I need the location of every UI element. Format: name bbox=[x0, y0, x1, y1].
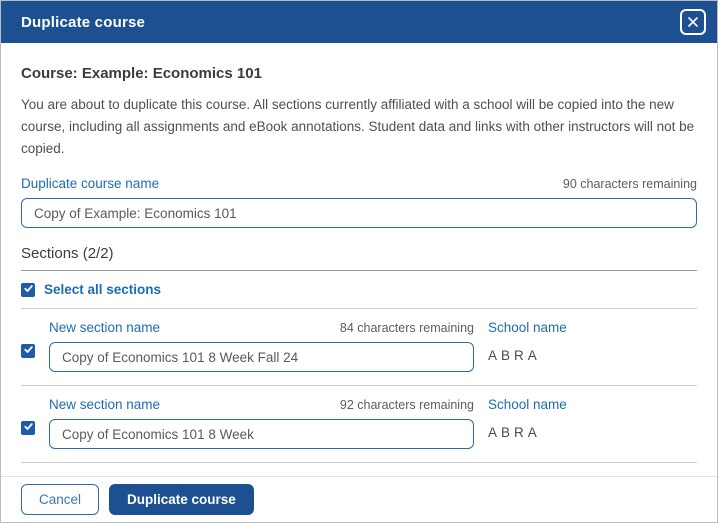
course-name-chars-remaining: 90 characters remaining bbox=[562, 177, 697, 191]
section-row bbox=[21, 386, 697, 462]
modal-footer bbox=[1, 476, 717, 522]
section-2-name-input[interactable] bbox=[49, 419, 474, 449]
section-1-checkbox[interactable] bbox=[21, 344, 35, 358]
section-2-school bbox=[474, 397, 697, 449]
checkbox-check-icon bbox=[23, 281, 34, 299]
section-1-school bbox=[474, 320, 697, 372]
sections-heading: Sections (2/2) bbox=[21, 245, 114, 262]
school-name-value: ABRA bbox=[488, 348, 541, 363]
row-divider bbox=[21, 462, 697, 463]
section-1-name-input[interactable] bbox=[49, 342, 474, 372]
section-name-label: New section name bbox=[49, 397, 161, 412]
section-1-chars-remaining: 84 characters remaining bbox=[339, 321, 474, 335]
section-1-field-header bbox=[49, 320, 474, 335]
section-row bbox=[21, 309, 697, 385]
section-name-label: New section name bbox=[49, 320, 161, 335]
section-2-main bbox=[49, 397, 474, 449]
school-name-label: School name bbox=[488, 320, 567, 335]
select-all-row bbox=[21, 282, 697, 297]
modal-header bbox=[1, 1, 717, 43]
course-name-field-header bbox=[21, 176, 697, 191]
school-name-label: School name bbox=[488, 397, 567, 412]
course-description: You are about to duplicate this course. All sections currently affiliated with a school will be copied into the new course, including all assignments and eBook annotations. Student data and links with other instructors will not be copied. bbox=[21, 97, 695, 156]
close-button[interactable] bbox=[680, 9, 706, 35]
course-name-label: Duplicate course name bbox=[21, 176, 160, 191]
section-2-checkbox[interactable] bbox=[21, 421, 35, 435]
sections-divider bbox=[21, 270, 697, 271]
close-icon bbox=[686, 15, 700, 29]
section-2-field-header bbox=[49, 397, 474, 412]
select-all-label[interactable]: Select all sections bbox=[44, 282, 162, 297]
modal-title: Duplicate course bbox=[21, 13, 146, 31]
school-name-value: ABRA bbox=[488, 425, 541, 440]
checkbox-check-icon bbox=[23, 419, 34, 437]
course-heading: Course: Example: Economics 101 bbox=[21, 65, 262, 82]
modal-body bbox=[1, 65, 717, 463]
section-1-main bbox=[49, 320, 474, 372]
checkbox-check-icon bbox=[23, 342, 34, 360]
section-2-chars-remaining: 92 characters remaining bbox=[339, 398, 474, 412]
select-all-checkbox[interactable] bbox=[21, 283, 35, 297]
duplicate-course-button[interactable]: Duplicate course bbox=[109, 484, 254, 515]
course-name-input[interactable] bbox=[21, 198, 697, 228]
cancel-button[interactable]: Cancel bbox=[21, 484, 99, 515]
